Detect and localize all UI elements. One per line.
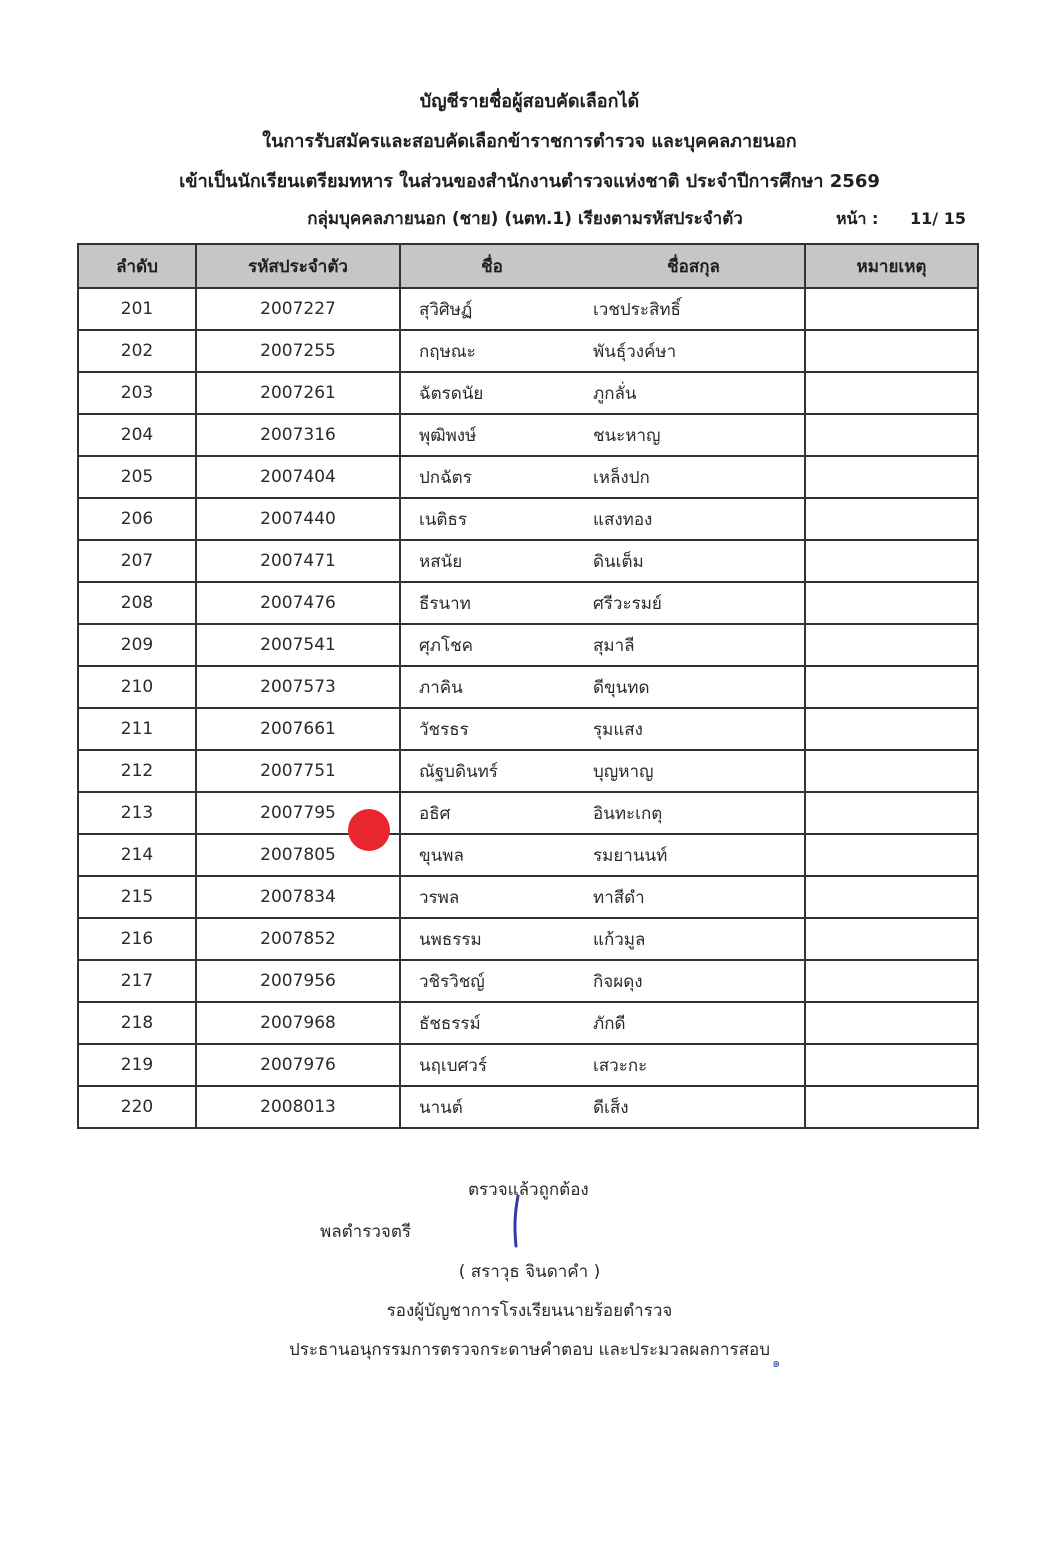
table-row <box>78 750 978 792</box>
row-id: 2007573 <box>196 666 400 708</box>
row-id: 2007795 <box>196 792 400 834</box>
signer-position-1: รองผู้บัญชาการโรงเรียนนายร้อยตำรวจ <box>386 1301 673 1321</box>
table-row <box>78 1044 978 1086</box>
row-name: ธีรนาท <box>400 582 583 624</box>
table-row <box>78 1086 978 1128</box>
row-order: 203 <box>78 372 196 414</box>
group-label: กลุ่มบุคคลภายนอก (ชาย) (นตท.1) เรียงตามรหัสประจำตัว <box>307 209 743 229</box>
page-value: 11/ 15 <box>910 209 966 228</box>
row-surname: แสงทอง <box>583 498 805 540</box>
row-name: นฤเบศวร์ <box>400 1044 583 1086</box>
row-remark <box>805 750 978 792</box>
row-order: 208 <box>78 582 196 624</box>
row-order: 209 <box>78 624 196 666</box>
row-id: 2007751 <box>196 750 400 792</box>
row-remark <box>805 792 978 834</box>
document-subtitle-2: เข้าเป็นนักเรียนเตรียมทหาร ในส่วนของสำนักงานตำรวจแห่งชาติ ประจำปีการศึกษา 2569 <box>179 171 880 192</box>
row-order: 202 <box>78 330 196 372</box>
row-name: นพธรรม <box>400 918 583 960</box>
table-row <box>78 1002 978 1044</box>
table-row <box>78 876 978 918</box>
table-row <box>78 708 978 750</box>
row-surname: พันธุ์วงค์ษา <box>583 330 805 372</box>
signature-stroke <box>506 1194 530 1250</box>
table-row <box>78 918 978 960</box>
row-surname: เหล็งปก <box>583 456 805 498</box>
row-order: 219 <box>78 1044 196 1086</box>
row-name: วรพล <box>400 876 583 918</box>
signer-name: ( สราวุธ จินดาคำ ) <box>458 1262 601 1282</box>
row-remark <box>805 1044 978 1086</box>
row-remark <box>805 708 978 750</box>
table-row <box>78 624 978 666</box>
row-surname: ดินเต็ม <box>583 540 805 582</box>
row-order: 210 <box>78 666 196 708</box>
row-remark <box>805 582 978 624</box>
row-remark <box>805 834 978 876</box>
row-remark <box>805 456 978 498</box>
header-remark: หมายเหตุ <box>805 244 978 288</box>
row-id: 2007227 <box>196 288 400 330</box>
row-remark <box>805 372 978 414</box>
row-id: 2007661 <box>196 708 400 750</box>
table-row <box>78 960 978 1002</box>
row-name: ฉัตรดนัย <box>400 372 583 414</box>
row-surname: ทาสีดำ <box>583 876 805 918</box>
row-surname: ภักดี <box>583 1002 805 1044</box>
row-name: หสนัย <box>400 540 583 582</box>
row-name: กฤษณะ <box>400 330 583 372</box>
row-id: 2007976 <box>196 1044 400 1086</box>
red-dot-marker <box>348 809 390 851</box>
row-surname: เวชประสิทธิ์ <box>583 288 805 330</box>
row-id: 2007316 <box>196 414 400 456</box>
table-row <box>78 792 978 834</box>
row-name: นานต์ <box>400 1086 583 1128</box>
row-id: 2007404 <box>196 456 400 498</box>
row-order: 218 <box>78 1002 196 1044</box>
page-label: หน้า : <box>836 209 879 228</box>
row-surname: รมยานนท์ <box>583 834 805 876</box>
row-name: ศุภโชค <box>400 624 583 666</box>
table-row <box>78 330 978 372</box>
row-name: อธิศ <box>400 792 583 834</box>
row-name: ณัฐบดินทร์ <box>400 750 583 792</box>
row-remark <box>805 540 978 582</box>
row-remark <box>805 666 978 708</box>
table-row <box>78 540 978 582</box>
table-row <box>78 666 978 708</box>
row-name: สุวิศิษฏ์ <box>400 288 583 330</box>
row-id: 2007805 <box>196 834 400 876</box>
row-order: 215 <box>78 876 196 918</box>
row-order: 207 <box>78 540 196 582</box>
row-name: ธัชธรรม์ <box>400 1002 583 1044</box>
row-order: 211 <box>78 708 196 750</box>
table-row <box>78 834 978 876</box>
row-surname: สุมาลี <box>583 624 805 666</box>
row-surname: ศรีวะรมย์ <box>583 582 805 624</box>
row-remark <box>805 288 978 330</box>
row-id: 2007956 <box>196 960 400 1002</box>
table-row <box>78 414 978 456</box>
row-remark <box>805 330 978 372</box>
row-surname: รุมแสง <box>583 708 805 750</box>
row-order: 217 <box>78 960 196 1002</box>
table-row <box>78 372 978 414</box>
document-title: บัญชีรายชื่อผู้สอบคัดเลือกได้ <box>419 91 640 112</box>
table-row <box>78 456 978 498</box>
table-row <box>78 498 978 540</box>
row-surname: กิจผดุง <box>583 960 805 1002</box>
row-id: 2007834 <box>196 876 400 918</box>
row-name: ขุนพล <box>400 834 583 876</box>
row-id: 2007968 <box>196 1002 400 1044</box>
row-surname: อินทะเกตุ <box>583 792 805 834</box>
row-remark <box>805 1002 978 1044</box>
header-order: ลำดับ <box>78 244 196 288</box>
row-order: 205 <box>78 456 196 498</box>
row-id: 2007261 <box>196 372 400 414</box>
row-surname: บุญหาญ <box>583 750 805 792</box>
row-name: พุฒิพงษ์ <box>400 414 583 456</box>
document-subtitle-1: ในการรับสมัครและสอบคัดเลือกข้าราชการตำรวจ และบุคคลภายนอก <box>262 131 797 152</box>
row-id: 2007471 <box>196 540 400 582</box>
signer-position-2: ประธานอนุกรรมการตรวจกระดาษคำตอบ และประมวลผลการสอบ <box>289 1340 770 1360</box>
row-order: 206 <box>78 498 196 540</box>
row-order: 220 <box>78 1086 196 1128</box>
table-row <box>78 582 978 624</box>
row-remark <box>805 960 978 1002</box>
row-order: 216 <box>78 918 196 960</box>
row-id: 2007255 <box>196 330 400 372</box>
row-id: 2007440 <box>196 498 400 540</box>
row-remark <box>805 624 978 666</box>
row-surname: เสวะกะ <box>583 1044 805 1086</box>
header-surname: ชื่อสกุล <box>583 244 805 288</box>
roster-table <box>77 243 979 1129</box>
row-surname: แก้วมูล <box>583 918 805 960</box>
table-header-row <box>78 244 978 288</box>
row-surname: ดีเส็ง <box>583 1086 805 1128</box>
signer-rank: พลตำรวจตรี <box>320 1222 412 1242</box>
row-order: 201 <box>78 288 196 330</box>
row-order: 212 <box>78 750 196 792</box>
row-id: 2007852 <box>196 918 400 960</box>
page-indicator <box>836 207 966 232</box>
row-order: 204 <box>78 414 196 456</box>
table-row <box>78 288 978 330</box>
row-order: 214 <box>78 834 196 876</box>
row-id: 2007541 <box>196 624 400 666</box>
row-remark <box>805 498 978 540</box>
row-remark <box>805 918 978 960</box>
row-id: 2008013 <box>196 1086 400 1128</box>
row-name: เนติธร <box>400 498 583 540</box>
header-name: ชื่อ <box>400 244 583 288</box>
row-remark <box>805 1086 978 1128</box>
verified-stamp-text: ตรวจแล้วถูกต้อง <box>468 1180 589 1200</box>
row-name: ปกฉัตร <box>400 456 583 498</box>
row-remark <box>805 876 978 918</box>
row-remark <box>805 414 978 456</box>
row-order: 213 <box>78 792 196 834</box>
row-name: ภาคิน <box>400 666 583 708</box>
row-surname: ดีขุนทด <box>583 666 805 708</box>
row-surname: ชนะหาญ <box>583 414 805 456</box>
row-surname: ภูกลั่น <box>583 372 805 414</box>
row-id: 2007476 <box>196 582 400 624</box>
row-name: วัชรธร <box>400 708 583 750</box>
handwritten-mark: ๑ <box>772 1356 781 1371</box>
row-name: วชิรวิชญ์ <box>400 960 583 1002</box>
header-id: รหัสประจำตัว <box>196 244 400 288</box>
